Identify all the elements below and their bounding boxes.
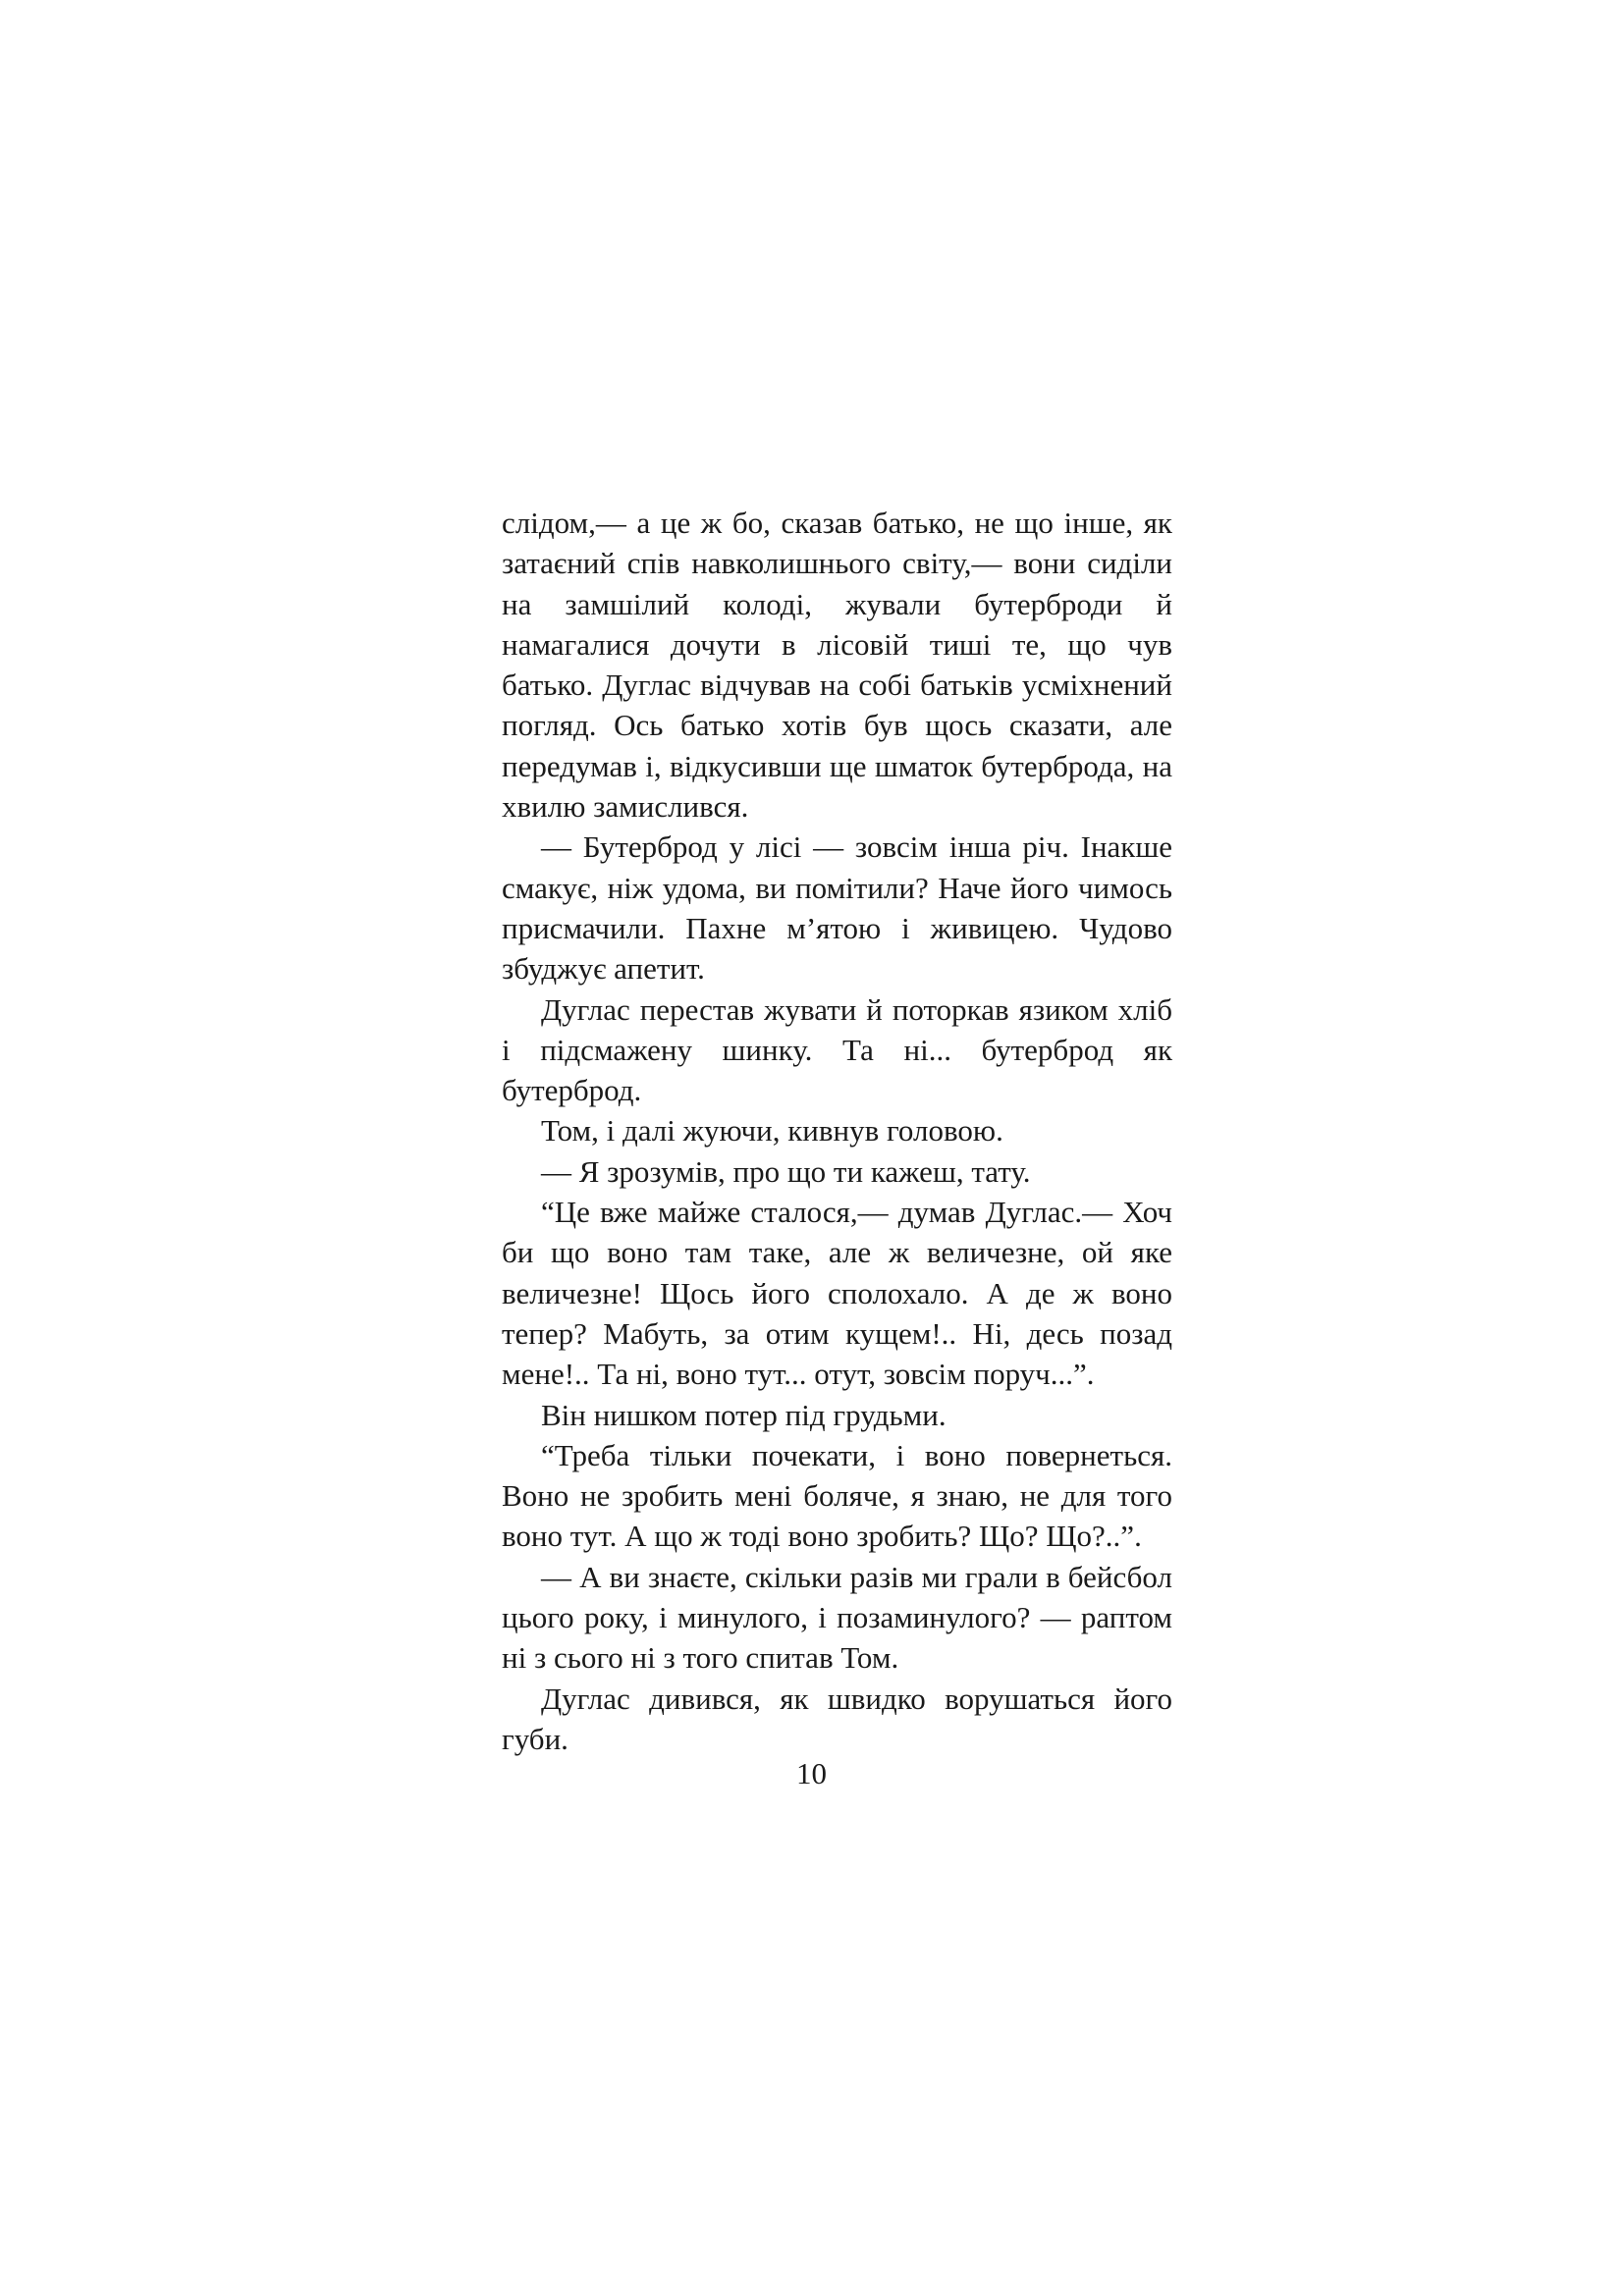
paragraph-dialogue-tom: — Я зрозумів, про що ти кажеш, тату. bbox=[541, 1153, 1031, 1189]
paragraph-tom-nods: Том, і далі жуючи, кивнув головою. bbox=[541, 1113, 1003, 1148]
paragraph-tom-baseball: — А ви знаєте, скільки разів ми грали в бейсбол цього року, і минулого, і позаминулого? — раптом ні з сього ні з того спитав Том. bbox=[502, 1559, 1172, 1676]
page-number: 10 bbox=[796, 1756, 827, 1790]
paragraph-continuation: слідом,— а це ж бо, сказав батько, не що інше, як затаєний спів навколишнього світу,— вони сиділи на замшілий колоді, жували бутерброди й намагалися дочути в лісовій тиші те, що чув батько. Дуглас відчував на собі батьків усміхнений погляд. Ось батько хотів був щось сказати, але передумав і, відкусивши ще шматок бутерброда, на хвилю замислився. bbox=[502, 506, 1172, 825]
paragraph-rubs-chest: Він нишком потер під грудьми. bbox=[541, 1397, 947, 1432]
paragraph-douglas-thought-1: “Це вже майже сталося,— думав Дуглас.— Хоч би що воно там таке, але ж величезне, ой яке величезне! Щось його сполохало. А де ж воно тепер? Мабуть, за отим кущем!.. Ні, десь позад мене!.. Та ні, воно тут... отут, зовсім поруч...”. bbox=[502, 1195, 1172, 1392]
paragraph-douglas-watches: Дуглас дивився, як швидко ворушаться його губи. bbox=[502, 1681, 1172, 1756]
paragraph-douglas-thought-2: “Треба тільки почекати, і воно повернеться. Воно не зробить мені боляче, я знаю, не для того воно тут. А що ж тоді воно зробить? Що? Що?..”. bbox=[502, 1437, 1172, 1554]
body-text bbox=[502, 503, 1172, 1759]
paragraph-douglas-chews: Дуглас перестав жувати й поторкав язиком хліб і підсмажену шинку. Та ні... бутерброд як бутерброд. bbox=[502, 991, 1172, 1108]
paragraph-dialogue-father: — Бутерброд у лісі — зовсім інша річ. Інакше смакує, ніж удома, ви помітили? Наче його чимось присмачили. Пахне м’ятою і живицею. Чудово збуджує апетит. bbox=[502, 829, 1172, 987]
